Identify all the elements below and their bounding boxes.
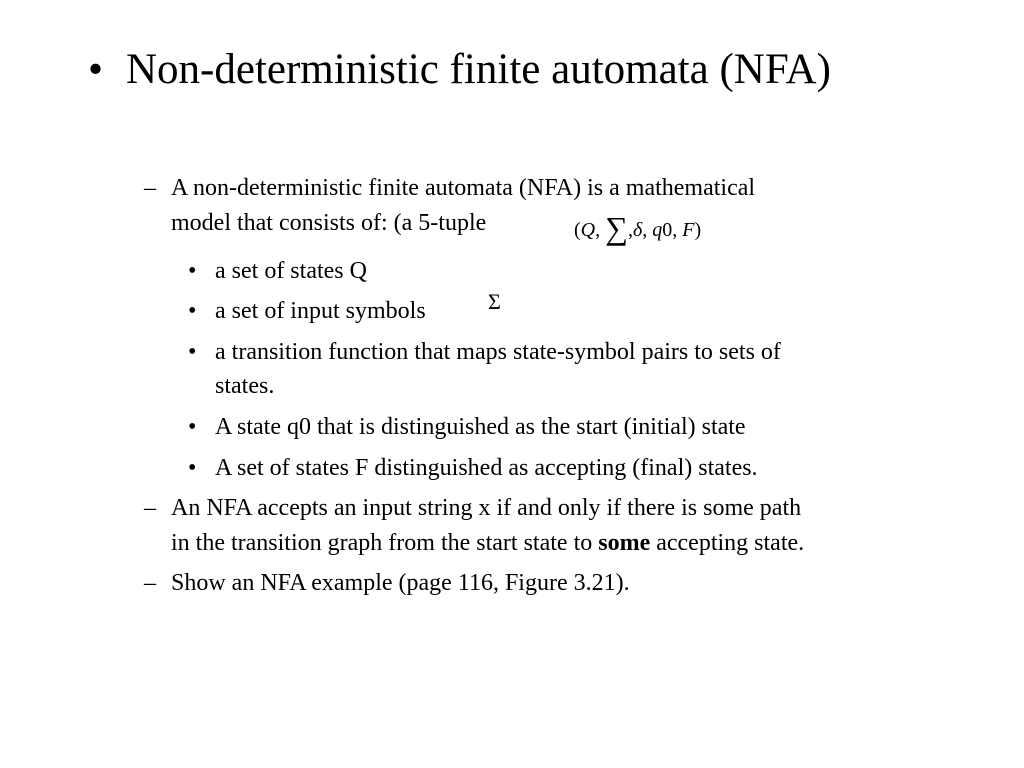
five-tuple-formula: (Q, ∑,δ, q0, F) [574,210,702,246]
list-item [188,335,908,403]
main-bullet [88,42,968,98]
list-item-text: A state q0 that is distinguished as the start (initial) state [215,414,746,440]
list-item-text: a set of states Q [215,258,367,284]
bullet-marker: • [188,298,197,324]
bullet-marker: • [188,455,197,481]
definition-line-2: model that consists of: (a 5-tuple [171,210,487,236]
bullet-marker: • [88,46,104,93]
tuple-delta: δ [632,219,643,241]
tuple-q0-digit: 0 [662,219,673,241]
list-item-text: a set of input symbols [215,298,426,324]
tuple-q: Q [580,219,596,241]
tuple-f: F [682,219,695,241]
list-item [188,451,908,485]
dash-marker: – [144,175,156,201]
list-item [188,294,908,328]
list-item-text-line-1: a transition function that maps state-symbol pairs to sets of [215,339,781,365]
list-item [188,410,908,444]
dash-marker: – [144,495,156,521]
emphasis-some: some [598,530,651,556]
list-item-text: A set of states F distinguished as accepting (final) states. [215,455,758,481]
bullet-marker: • [188,258,197,284]
dash-marker: – [144,570,156,596]
tuple-q0-letter: q [652,219,663,241]
sigma-symbol: Σ [488,289,501,314]
bullet-marker: • [188,339,197,365]
acceptance-item [144,491,944,561]
main-bullet-text: Non-deterministic finite automata (NFA) [126,46,831,93]
example-item [144,566,944,601]
definition-item [144,171,944,241]
list-item-text-line-2: states. [215,373,275,399]
list-item [188,254,908,288]
tuple-sigma: ∑ [605,210,628,246]
bullet-marker: • [188,414,197,440]
acceptance-line-2: in the transition graph from the start state to some accepting state. [171,530,805,556]
example-text: Show an NFA example (page 116, Figure 3.21). [171,570,630,596]
definition-line-1: A non-deterministic finite automata (NFA) is a mathematical [171,175,756,201]
acceptance-line-1: An NFA accepts an input string x if and only if there is some path [171,495,802,521]
